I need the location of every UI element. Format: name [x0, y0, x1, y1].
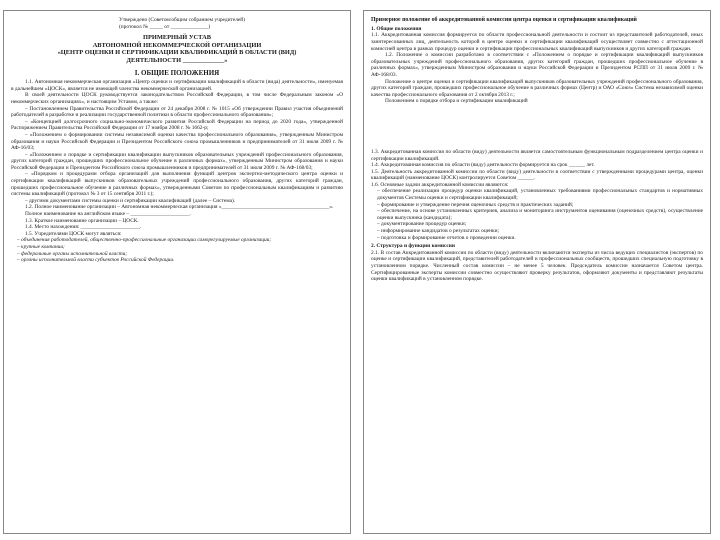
paragraph: – «Концепцией долгосрочного социально-экономического развития Российской Федерации на период до 2020 года», утвержденной Распоряжением Правительства Российской Федерации от 17 ноября 2008 г. № 1662-р; [11, 118, 343, 132]
title-line-1: ПРИМЕРНЫЙ УСТАВ [143, 34, 211, 42]
protocol-line: (протокол № _____ от ______________) [119, 23, 211, 30]
approval-line: Утверждено (Советом/общим собранием учредителей) [119, 17, 245, 23]
paragraph: 1.4. Аккредитованная комиссия по области (виду) деятельности формируется на срок ______ лет. [371, 162, 595, 169]
paragraph: 2.1. В состав Аккредитованной комиссии по области (виду) деятельности включаются эксперты из числа ведущих специалистов (экспертов) по оценке и сертификации квалификаций, представителей работодателей и профессиональных сообществ, прошедших специальную подготовку в установленном порядке. Численный состав комиссии – не менее 5 человек. Председатель комиссии назначается Советом центра. Сертифицированные эксперты комиссии совместно осуществляют проверку результатов, оформляют документы и представляют результаты оценки квалификаций в установленном порядке. [371, 249, 703, 283]
short-item: Полное наименование на английском языке – ______________________. [25, 211, 192, 218]
paragraph: 1.2. Полное наименование организации – Автономная некоммерческая организация «________________________________________». [25, 204, 334, 211]
paragraph: – «Порядком и процедурами отбора организаций для выполнения функций центров экспертно-методического центра оценки и сертификации квалификаций выпускников образовательных учреждений профессионального образования, других категорий граждан, прошедших профессиональное обучение в различных формах», утвержденными Советом по профессиональным квалификациям и развитию системы квалификаций (протокол № 3 от 15 сентября 2011 г.); [11, 171, 343, 198]
approval-header [119, 17, 343, 30]
short-item: 1.3. Краткое наименование организации – ЦОСК. [25, 217, 139, 224]
title-line-3: «ЦЕНТР ОЦЕНКИ И СЕРТИФИКАЦИИ КВАЛИФИКАЦИЙ В ОБЛАСТИ (ВИД) [57, 49, 297, 57]
list-item: – объединения работодателей, общественно-профессиональные организации саморегулируемые организации; [17, 237, 343, 244]
right-document-page [363, 10, 711, 534]
paragraph: 1.3. Аккредитованная комиссия по области (виду) деятельности является самостоятельным функциональным подразделением центра оценки и сертификации квалификаций. [371, 148, 703, 162]
list-item: – обеспечение реализации процедур оценки квалификаций, установленных требованиями профессиональных стандартов и нормативных документов Системы оценки и сертификации квалификаций; [377, 188, 703, 201]
section-title: I. ОБЩИЕ ПОЛОЖЕНИЯ [134, 68, 220, 77]
left-document-page [3, 10, 351, 534]
short-item: 1.5. Учредителями ЦОСК могут являться: [25, 230, 122, 237]
paragraph: Положением о порядке отбора и сертификации квалификаций [385, 98, 528, 105]
title-line-4: ДЕЯТЕЛЬНОСТИ _____________» [126, 56, 228, 64]
blank-space [371, 105, 703, 149]
section-heading: 1. Общие положения [371, 25, 422, 32]
paragraph: 1.5. Деятельность аккредитованной комиссии по области (виду) деятельности в соответствии с утвержденными процедурами центра, оценки квалификаций (наименование ЦОСК) контролируется Советом ______. [371, 168, 703, 182]
paragraph: – «Положением о формировании системы независимой оценки качества профессионального образования», утвержденным Министром образования и науки Российской Федерации и Президентом Российского союза промышленников и предпринимателей от 31 июля 2009 г. № АФ-16/03; [11, 131, 343, 152]
paragraph: – Постановлением Правительства Российской Федерации от 24 декабря 2008 г. № 1015 «Об утверждении Правил участия объединений работодателей в разработке и реализации государственной политики в области профессионального образования»; [11, 105, 343, 119]
paragraph: 1.1. Аккредитованная комиссия формируется по области профессиональной деятельности и состоит из представителей работодателей, иных заинтересованных лиц, деятельность которой в центре оценки и сертификации квалификаций осуществляет совместно с аттестационной комиссией центра в рамках процедур оценки и сертификации профессиональных квалификаций выпускников и других категорий граждан. [371, 32, 703, 52]
list-item: – обеспечение, на основе установленных критериев, анализа и мониторинга инструментов оценивания (оценочных средств), осуществление оценки выпускника (кандидата); [377, 208, 703, 221]
paragraph: 1.1. Автономная некоммерческая организация «Центр оценки и сертификации квалификаций в области (вида) деятельности», именуемая в дальнейшем «ЦОСК», является не имеющей членства некоммерческой организацией. [11, 79, 343, 92]
list-item: – информирование кандидатов о результатах оценки; [377, 228, 703, 235]
list-item: – подготовка и формирование отчетов о проведении оценки. [377, 235, 703, 242]
paragraph: – «Положением о порядке и сертификации квалификации выпускников образовательных учреждений профессионального образования, других категорий граждан, прошедших профессиональное обучение в различных формах», утвержденным Министром образования и науки Российской Федерации и Президентом Российского союза промышленников и предпринимателей от 31 июля 2009 г. № АФ-168/03; [11, 151, 343, 171]
tasks-list [371, 188, 703, 241]
paragraph: В своей деятельности ЦОСК руководствуется законодательством Российской Федерации, в том числе Федеральным законом «О некоммерческих организациях», и настоящим Уставом, а также: [11, 92, 343, 105]
regulation-title: Примерное положение об аккредитованной комиссии центра оценки и сертификации квалификаций [371, 17, 637, 23]
list-item: – документирование процедур оценки; [377, 221, 703, 228]
paragraph: 1.2. Положение о комиссии разработано в соответствии с «Положением о порядке и сертификации квалификаций выпускников образовательных учреждений профессионального образования, других категорий граждан, прошедших профессиональное обучение в различных формах», утвержденным Министром образования и науки Российской Федерации и Президентом РСПП от 31 июля 2009 г. № АФ-168/03. [371, 52, 703, 78]
list-item: – федеральные органы исполнительной власти; [17, 251, 343, 258]
title-line-2: АВТОНОМНОЙ НЕКОММЕРЧЕСКОЙ ОРГАНИЗАЦИИ [92, 41, 262, 49]
list-item: – органы исполнительной власти субъектов Российской Федерации. [17, 257, 343, 264]
list-item: – формирование и утверждение перечня оценочных средств и практических заданий; [377, 202, 703, 209]
section-heading: 2. Структура и функции комиссии [371, 243, 455, 250]
short-item: 1.4. Место нахождения: ______________________. [25, 224, 142, 231]
list-item: – крупные компании; [17, 244, 343, 251]
founders-list [11, 237, 343, 263]
paragraph: Положение о центре оценки и сертификации квалификаций выпускников образовательных учреждений профессионального образования, других категорий граждан, прошедших профессиональное обучение в различных формах (Центр) и ОАО «Союз» Система независимой оценки качества профессионального образования от 2 октября 2013 г.; [371, 78, 703, 98]
document-title [11, 34, 343, 64]
paragraph: 1.6. Основные задачи аккредитованной комиссии являются: [371, 181, 509, 188]
paragraph: – другими документами системы оценки и сертификации квалификаций (далее – Система). [25, 197, 236, 204]
